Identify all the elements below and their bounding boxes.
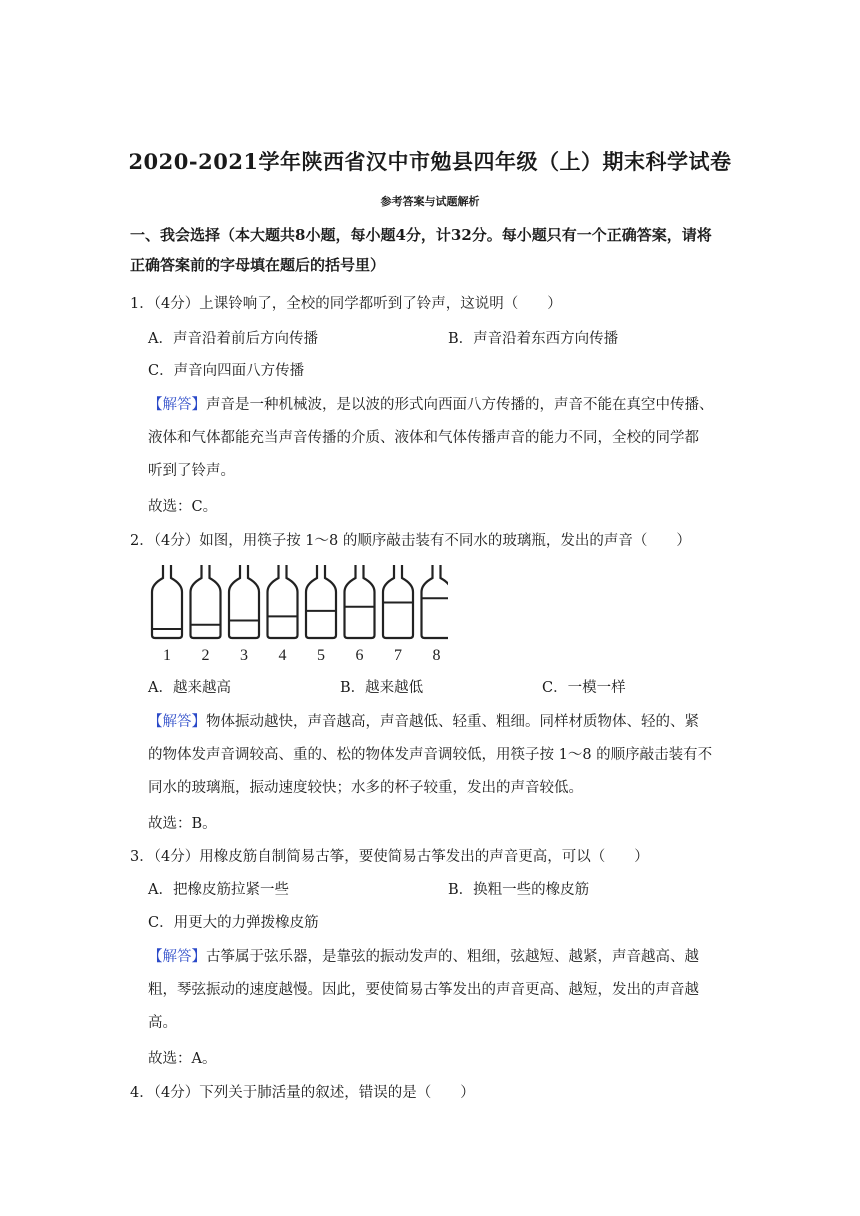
question-2-answer-line-3: 同水的玻璃瓶，振动速度较快；水多的杯子较重，发出的声音较低。 xyxy=(148,780,583,796)
bottle-label-6: 6 xyxy=(355,647,364,664)
page-title: 2020-2021学年陕西省汉中市勉县四年级（上）期末科学试卷 xyxy=(128,149,732,174)
bottle-2 xyxy=(191,565,221,638)
question-1-option-a: A．声音沿着前后方向传播 xyxy=(148,331,318,347)
bottle-label-4: 4 xyxy=(278,647,287,664)
question-2-option-b: B．越来越低 xyxy=(340,680,424,696)
section-heading-line-1: 一、我会选择（本大题共8小题，每小题4分，计32分。每小题只有一个正确答案，请将 xyxy=(130,226,712,244)
bottle-label-5: 5 xyxy=(317,647,325,664)
question-3-answer-line-3: 高。 xyxy=(148,1015,177,1031)
question-1-option-b: B．声音沿着东西方向传播 xyxy=(448,331,619,347)
question-3-choice: 故选：A。 xyxy=(148,1051,217,1067)
question-2-choice: 故选：B。 xyxy=(148,816,217,832)
page-subtitle: 参考答案与试题解析 xyxy=(380,195,480,208)
question-1-answer-line-3: 听到了铃声。 xyxy=(148,463,235,479)
question-2-answer-line-2: 的物体发声音调较高、重的、松的物体发声音调较低，用筷子按 1～8 的顺序敲击装有不 xyxy=(148,747,713,763)
question-2-answer-line-1: 【解答】物体振动越快，声音越高，声音越低、轻重、粗细。同样材质物体、轻的、紧 xyxy=(148,714,699,730)
bottle-label-7: 7 xyxy=(394,647,402,664)
bottles-figure xyxy=(148,562,448,666)
bottles-group xyxy=(152,565,448,664)
answer-tag: 【解答】 xyxy=(148,397,206,413)
bottle-1 xyxy=(152,565,182,638)
question-1-answer-line-1: 【解答】声音是一种机械波，是以波的形式向西面八方传播的，声音不能在真空中传播、 xyxy=(148,397,714,413)
bottle-4 xyxy=(268,565,298,638)
question-3-answer-line-1: 【解答】古筝属于弦乐器，是靠弦的振动发声的、粗细，弦越短、越紧，声音越高、越 xyxy=(148,949,699,965)
bottle-label-3: 3 xyxy=(240,647,248,664)
section-heading xyxy=(130,220,740,280)
bottle-3 xyxy=(229,565,259,638)
question-2-stem: 2．（4分）如图，用筷子按 1～8 的顺序敲击装有不同水的玻璃瓶，发出的声音（ ） xyxy=(130,533,691,549)
question-1-option-c: C．声音向四面八方传播 xyxy=(148,363,305,379)
question-3-option-b: B．换粗一些的橡皮筋 xyxy=(448,882,590,898)
bottle-label-8: 8 xyxy=(432,647,441,664)
answer-tag: 【解答】 xyxy=(148,714,206,730)
question-1-answer-line-2: 液体和气体都能充当声音传播的介质、液体和气体传播声音的能力不同，全校的同学都 xyxy=(148,430,699,446)
section-heading-line-2: 正确答案前的字母填在题后的括号里） xyxy=(130,256,386,274)
bottle-label-2: 2 xyxy=(201,647,210,664)
question-2-option-a: A．越来越高 xyxy=(148,680,231,696)
question-3-answer-line-2: 粗，琴弦振动的速度越慢。因此，要使简易古筝发出的声音更高、越短，发出的声音越 xyxy=(148,982,699,998)
bottle-8 xyxy=(422,565,449,638)
question-4-stem: 4．（4分）下列关于肺活量的叙述，错误的是（ ） xyxy=(130,1085,475,1101)
question-3-option-a: A．把橡皮筋拉紧一些 xyxy=(148,882,289,898)
bottle-5 xyxy=(306,565,336,638)
question-3-stem: 3．（4分）用橡皮筋自制简易古筝，要使简易古筝发出的声音更高，可以（ ） xyxy=(130,849,649,865)
answer-tag: 【解答】 xyxy=(148,949,206,965)
question-1-stem: 1．（4分）上课铃响了，全校的同学都听到了铃声，这说明（ ） xyxy=(130,296,562,312)
bottle-label-1: 1 xyxy=(163,647,171,664)
question-1-choice: 故选：C。 xyxy=(148,499,218,515)
question-2-option-c: C．一模一样 xyxy=(542,680,626,696)
bottle-6 xyxy=(345,565,375,638)
question-3-option-c: C．用更大的力弹拨橡皮筋 xyxy=(148,915,319,931)
